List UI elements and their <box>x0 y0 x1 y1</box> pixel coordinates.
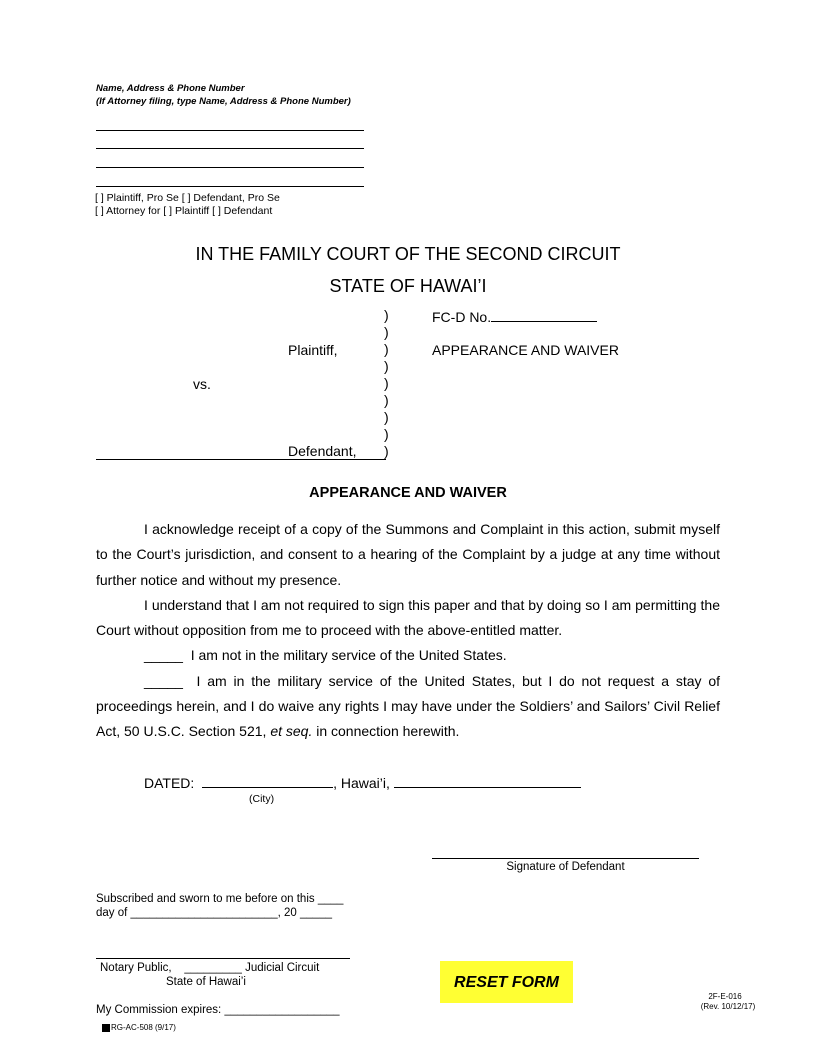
body-text <box>96 517 720 745</box>
paren-9: ) <box>384 443 389 459</box>
case-number-field[interactable] <box>432 309 597 325</box>
signature-caption: Signature of Defendant <box>506 861 625 873</box>
form-revision: (Rev. 10/12/17) <box>700 1002 756 1011</box>
case-number-blank[interactable] <box>491 309 597 322</box>
dated-label: DATED: <box>144 775 195 791</box>
paren-3: ) <box>384 341 389 357</box>
document-heading: APPEARANCE AND WAIVER <box>309 485 507 501</box>
dated-line <box>144 775 581 791</box>
paren-6: ) <box>384 392 389 408</box>
option-not-military-text: I am not in the military service of the United States. <box>190 647 507 664</box>
plaintiff-label: Plaintiff, <box>288 342 338 358</box>
paren-2: ) <box>384 324 389 340</box>
address-line-1[interactable] <box>96 130 364 131</box>
sworn-line-2[interactable]: day of _______________________, 20 _____ <box>96 907 332 919</box>
option-not-military-blank[interactable]: _____ <box>144 647 183 664</box>
circuit-label: Judicial Circuit <box>245 962 320 974</box>
dated-place-suffix: , Hawai’i, <box>333 775 390 791</box>
paren-1: ) <box>384 307 389 323</box>
paren-5: ) <box>384 375 389 391</box>
commission-label: My Commission expires: <box>96 1004 222 1016</box>
option-military-text: I am in the military service of the United States, but I do not request a stay of proceedings herein, and I do waive any rights I may have under the Soldiers’ and Sailors’ Civil Relief Act, 50 U.S.C. Section 521, <box>96 672 720 740</box>
header-line-2: (If Attorney filing, type Name, Address & Phone Number) <box>96 96 351 107</box>
dated-date-blank[interactable] <box>394 775 581 788</box>
notary-signature-line[interactable] <box>96 958 350 959</box>
paren-7: ) <box>384 409 389 425</box>
address-line-3[interactable] <box>96 167 364 168</box>
caption-parentheses <box>384 307 389 460</box>
case-number-label: FC-D No. <box>432 309 492 325</box>
paren-4: ) <box>384 358 389 374</box>
et-seq-text: et seq. <box>270 723 313 740</box>
caption-document-title: APPEARANCE AND WAIVER <box>432 342 619 358</box>
paren-8: ) <box>384 426 389 442</box>
dated-city-blank[interactable] <box>202 775 333 788</box>
form-code-icon <box>102 1024 110 1032</box>
commission-line <box>96 1003 340 1017</box>
form-id: 2F-E-016 <box>708 992 742 1001</box>
circuit-blank[interactable]: _________ <box>184 962 242 974</box>
party-checkbox-line-1[interactable]: [ ] Plaintiff, Pro Se [ ] Defendant, Pro Se <box>95 192 280 204</box>
header-line-1: Name, Address & Phone Number <box>96 83 245 94</box>
header-label <box>96 82 351 108</box>
party-checkbox-line-2[interactable]: [ ] Attorney for [ ] Plaintiff [ ] Defendant <box>95 205 273 217</box>
commission-blank[interactable]: __________________ <box>224 1004 340 1016</box>
option-not-military <box>96 643 720 668</box>
option-military <box>96 669 720 745</box>
paragraph-acknowledge: I acknowledge receipt of a copy of the Summons and Complaint in this action, submit myself to the Court’s jurisdiction, and consent to a hearing of the Complaint by a judge at any time without further notice and without my presence. <box>96 521 720 588</box>
option-military-blank[interactable]: _____ <box>144 672 183 689</box>
sworn-line-1[interactable]: Subscribed and sworn to me before on this ____ <box>96 893 344 905</box>
notary-public-label: Notary Public, <box>100 962 172 974</box>
notary-state: State of Hawai’i <box>166 976 246 988</box>
city-caption: (City) <box>249 793 275 805</box>
notary-public-line <box>100 961 319 975</box>
court-title: IN THE FAMILY COURT OF THE SECOND CIRCUIT <box>195 244 621 264</box>
address-line-2[interactable] <box>96 148 364 149</box>
court-state: STATE OF HAWAI’I <box>329 276 487 296</box>
paragraph-understand: I understand that I am not required to sign this paper and that by doing so I am permitting the Court without opposition from me to proceed with the above-entitled matter. <box>96 596 720 639</box>
option-military-end: in connection herewith. <box>312 723 460 740</box>
signature-line[interactable] <box>432 858 699 859</box>
address-line-4[interactable] <box>96 186 364 187</box>
defendant-name-line[interactable] <box>96 459 386 460</box>
defendant-label: Defendant, <box>288 443 357 459</box>
form-code-text: RG-AC-508 (9/17) <box>111 1023 176 1032</box>
form-code <box>102 1023 176 1033</box>
vs-label: vs. <box>193 376 211 392</box>
reset-form-button[interactable]: RESET FORM <box>440 961 573 1003</box>
